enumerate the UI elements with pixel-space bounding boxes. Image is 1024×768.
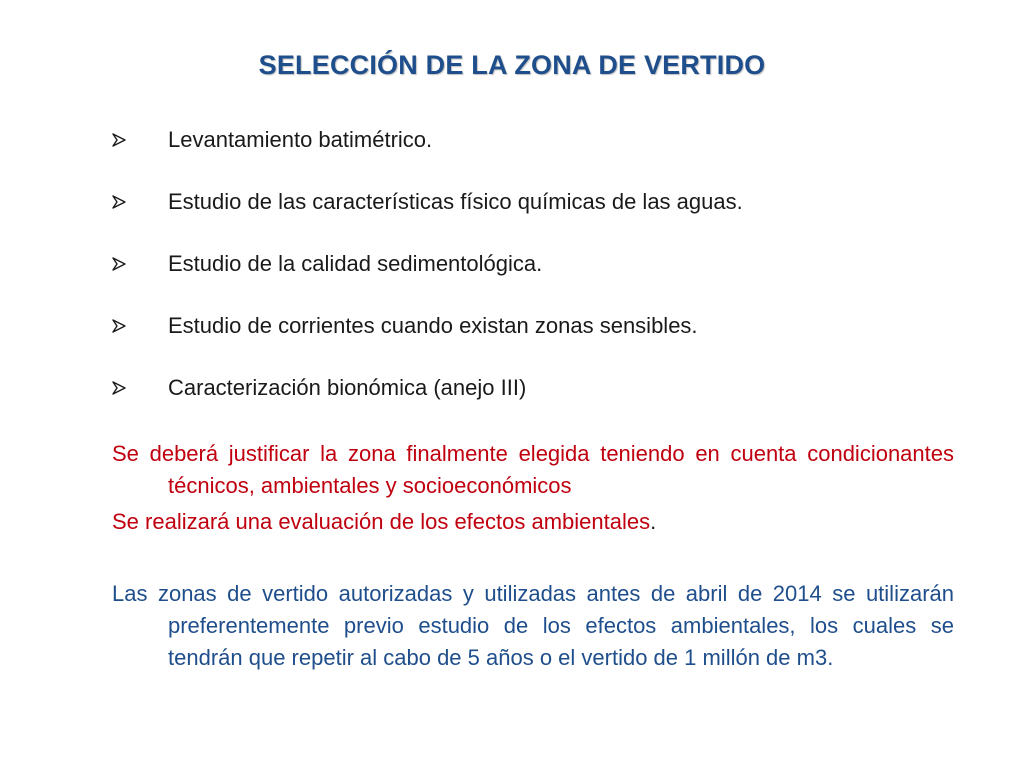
authorized-zones-paragraph: Las zonas de vertido autorizadas y utilizadas antes de abril de 2014 se utilizarán preferentemente previo estudio de los efectos ambientales, los cuales se tendrán que repetir al cabo de 5 años o el vertido de 1 millón de m3.	[112, 581, 954, 670]
bullet-item	[112, 372, 972, 434]
bullet-item	[112, 186, 972, 248]
arrowhead-bullet-icon	[112, 195, 126, 209]
bullet-text: Caracterización bionómica (anejo III)	[168, 375, 527, 400]
bullet-text: Estudio de corrientes cuando existan zonas sensibles.	[168, 313, 698, 338]
bullet-list	[112, 124, 972, 434]
bullet-item	[112, 248, 972, 310]
bullet-text: Estudio de la calidad sedimentológica.	[168, 251, 543, 276]
justification-paragraph: Se deberá justificar la zona finalmente elegida teniendo en cuenta condicionantes técnicos, ambientales y socioeconómicos	[112, 441, 954, 498]
bullet-item	[112, 310, 972, 372]
evaluation-text: Se realizará una evaluación de los efectos ambientales	[112, 509, 651, 534]
evaluation-period: .	[650, 509, 657, 534]
arrowhead-bullet-icon	[112, 319, 126, 333]
evaluation-paragraph	[112, 506, 954, 538]
arrowhead-bullet-icon	[112, 381, 126, 395]
arrowhead-bullet-icon	[112, 133, 126, 147]
bullet-text: Levantamiento batimétrico.	[168, 127, 433, 152]
bullet-text: Estudio de las características físico químicas de las aguas.	[168, 189, 743, 214]
slide-title: SELECCIÓN DE LA ZONA DE VERTIDO	[258, 50, 766, 80]
arrowhead-bullet-icon	[112, 257, 126, 271]
bullet-item	[112, 124, 972, 186]
